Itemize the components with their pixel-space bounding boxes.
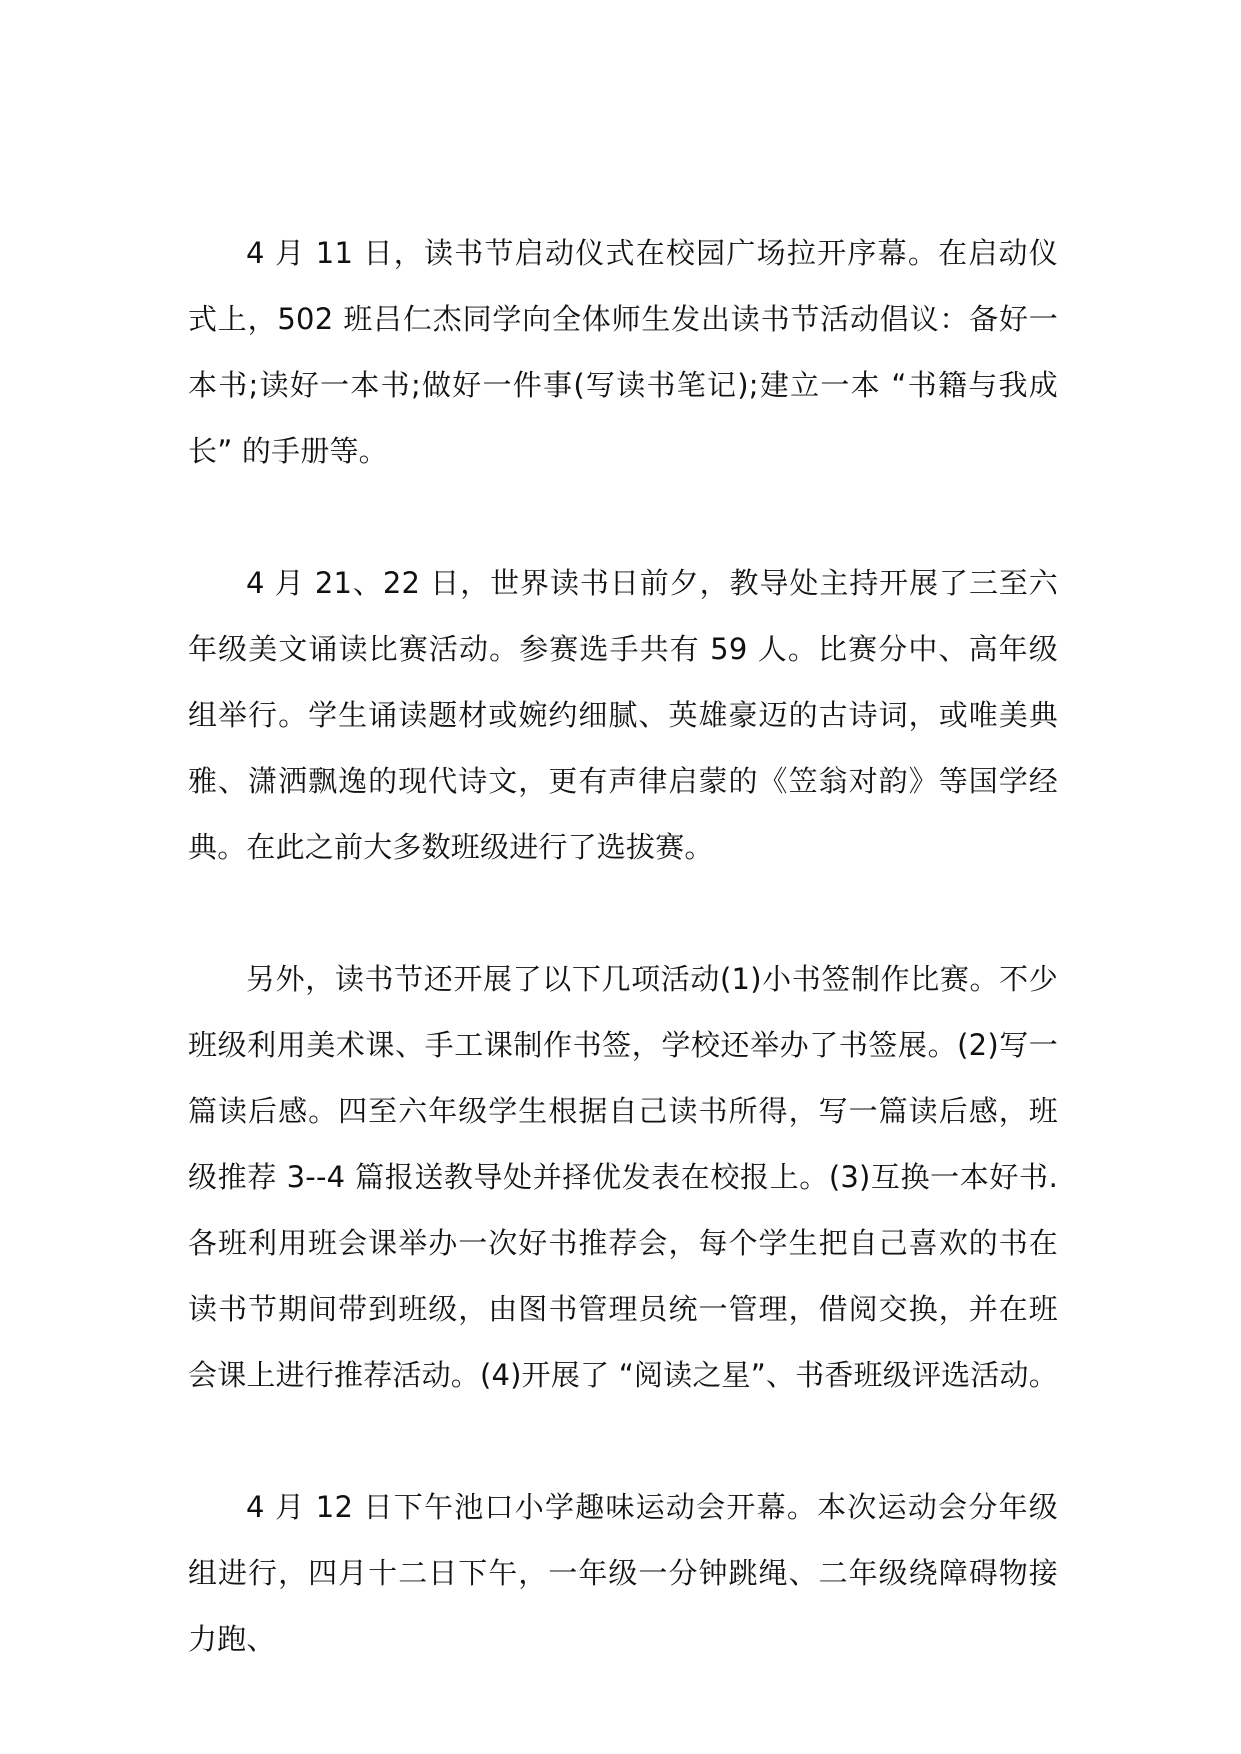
paragraph-sports-meet: 4 月 12 日下午池口小学趣味运动会开幕。本次运动会分年级组进行，四月十二日下午，一年级一分钟跳绳、二年级绕障碍物接力跑、 [188, 1490, 1058, 1656]
paragraph-reading-festival-opening: 4 月 11 日，读书节启动仪式在校园广场拉开序幕。在启动仪式上，502 班吕仁杰同学向全体师生发出读书节活动倡议：备好一本书;读好一本书;做好一件事(写读书笔记);建立一本 “书籍与我成长” 的手册等。 [188, 236, 1058, 468]
paragraph-other-activities: 另外，读书节还开展了以下几项活动(1)小书签制作比赛。不少班级利用美术课、手工课制作书签，学校还举办了书签展。(2)写一篇读后感。四至六年级学生根据自己读书所得，写一篇读后感，班级推荐 3--4 篇报送教导处并择优发表在校报上。(3)互换一本好书.各班利用班会课举办一次好书推荐会，每个学生把自己喜欢的书在读书节期间带到班级，由图书管理员统一管理，借阅交换，并在班会课上进行推荐活动。(4)开展了 “阅读之星”、书香班级评选活动。 [188, 962, 1058, 1392]
document-body [188, 220, 1058, 1672]
paragraph-recitation-contest: 4 月 21、22 日，世界读书日前夕，教导处主持开展了三至六年级美文诵读比赛活动。参赛选手共有 59 人。比赛分中、高年级组举行。学生诵读题材或婉约细腻、英雄豪迈的古诗词，或唯美典雅、潇洒飘逸的现代诗文，更有声律启蒙的《笠翁对韵》等国学经典。在此之前大多数班级进行了选拔赛。 [188, 566, 1058, 864]
